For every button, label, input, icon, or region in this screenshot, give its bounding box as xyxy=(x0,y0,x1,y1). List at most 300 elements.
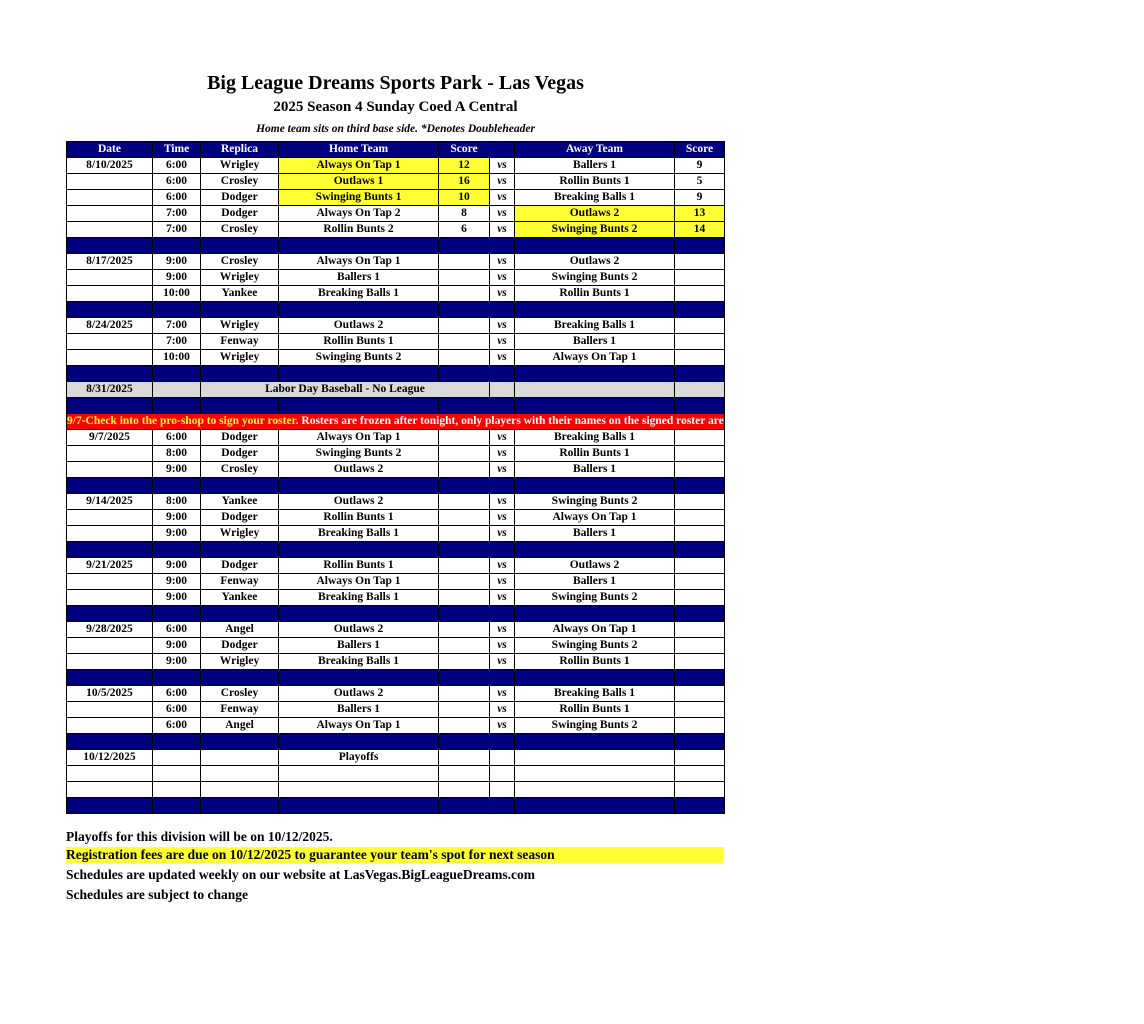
separator-cell xyxy=(153,302,201,318)
separator-cell xyxy=(201,366,279,382)
away-team: Always On Tap 1 xyxy=(515,350,675,366)
game-row xyxy=(67,446,725,462)
empty-cell xyxy=(201,766,279,782)
game-row xyxy=(67,158,725,174)
away-score: 13 xyxy=(675,206,725,222)
separator-cell xyxy=(515,542,675,558)
playoffs-date: 10/12/2025 xyxy=(67,750,153,766)
footer-registration-note: Registration fees are due on 10/12/2025 to guarantee your team's spot for next season xyxy=(66,847,724,863)
game-time: 9:00 xyxy=(153,638,201,654)
game-date xyxy=(67,270,153,286)
page-title: Big League Dreams Sports Park - Las Vegas xyxy=(207,72,584,94)
home-score: 8 xyxy=(439,206,490,222)
game-date: 8/24/2025 xyxy=(67,318,153,334)
home-team: Rollin Bunts 1 xyxy=(279,558,439,574)
labor-day-vs xyxy=(490,382,515,398)
home-team: Rollin Bunts 1 xyxy=(279,510,439,526)
separator-cell xyxy=(279,478,439,494)
home-team: Always On Tap 1 xyxy=(279,574,439,590)
game-date xyxy=(67,446,153,462)
away-score xyxy=(675,510,725,526)
schedule-table xyxy=(66,141,1144,814)
game-row xyxy=(67,190,725,206)
separator-cell xyxy=(675,366,725,382)
home-score xyxy=(439,430,490,446)
home-team: Rollin Bunts 2 xyxy=(279,222,439,238)
empty-cell xyxy=(439,766,490,782)
away-team: Outlaws 2 xyxy=(515,558,675,574)
game-replica: Wrigley xyxy=(201,526,279,542)
game-date: 9/21/2025 xyxy=(67,558,153,574)
week-separator xyxy=(67,238,725,254)
away-team: Rollin Bunts 1 xyxy=(515,286,675,302)
playoffs-empty xyxy=(675,750,725,766)
table-header-row xyxy=(67,142,725,158)
away-team: Ballers 1 xyxy=(515,462,675,478)
empty-row xyxy=(67,766,725,782)
separator-cell xyxy=(515,398,675,414)
separator-cell xyxy=(67,670,153,686)
game-date xyxy=(67,286,153,302)
footer-website-note: Schedules are updated weekly on our website at LasVegas.BigLeagueDreams.com xyxy=(66,867,536,882)
separator-cell xyxy=(153,734,201,750)
home-team: Swinging Bunts 2 xyxy=(279,446,439,462)
game-replica: Dodger xyxy=(201,638,279,654)
separator-cell xyxy=(201,798,279,814)
col-away-team: Away Team xyxy=(515,142,675,158)
game-row xyxy=(67,574,725,590)
game-time: 6:00 xyxy=(153,718,201,734)
empty-cell xyxy=(67,766,153,782)
game-time: 7:00 xyxy=(153,222,201,238)
separator-cell xyxy=(279,542,439,558)
separator-cell xyxy=(67,734,153,750)
away-score xyxy=(675,318,725,334)
away-team: Breaking Balls 1 xyxy=(515,686,675,702)
game-replica: Crosley xyxy=(201,462,279,478)
home-team: Outlaws 2 xyxy=(279,494,439,510)
home-team: Outlaws 2 xyxy=(279,318,439,334)
game-replica: Angel xyxy=(201,718,279,734)
empty-cell xyxy=(67,782,153,798)
game-row xyxy=(67,270,725,286)
separator-cell xyxy=(490,478,515,494)
vs-label: vs xyxy=(490,286,515,302)
home-team: Swinging Bunts 2 xyxy=(279,350,439,366)
col-replica: Replica xyxy=(201,142,279,158)
separator-cell xyxy=(201,542,279,558)
separator-cell xyxy=(675,734,725,750)
home-score xyxy=(439,654,490,670)
home-score xyxy=(439,510,490,526)
separator-cell xyxy=(490,398,515,414)
schedule-body xyxy=(67,158,1144,814)
labor-day-date: 8/31/2025 xyxy=(67,382,153,398)
separator-cell xyxy=(439,366,490,382)
game-date xyxy=(67,350,153,366)
vs-label: vs xyxy=(490,446,515,462)
vs-label: vs xyxy=(490,206,515,222)
playoffs-empty xyxy=(490,750,515,766)
roster-notice-row xyxy=(67,414,725,430)
game-date xyxy=(67,702,153,718)
separator-cell xyxy=(279,302,439,318)
away-score xyxy=(675,526,725,542)
separator-cell xyxy=(439,302,490,318)
game-row xyxy=(67,286,725,302)
away-score xyxy=(675,286,725,302)
away-team: Rollin Bunts 1 xyxy=(515,654,675,670)
game-row xyxy=(67,334,725,350)
game-replica: Dodger xyxy=(201,510,279,526)
home-team: Always On Tap 1 xyxy=(279,718,439,734)
home-team: Always On Tap 2 xyxy=(279,206,439,222)
labor-day-row xyxy=(67,382,725,398)
separator-cell xyxy=(490,734,515,750)
game-time: 6:00 xyxy=(153,622,201,638)
separator-cell xyxy=(515,302,675,318)
separator-cell xyxy=(515,798,675,814)
vs-label: vs xyxy=(490,318,515,334)
col-time: Time xyxy=(153,142,201,158)
away-team: Rollin Bunts 1 xyxy=(515,174,675,190)
game-replica: Crosley xyxy=(201,254,279,270)
home-score xyxy=(439,638,490,654)
away-score xyxy=(675,702,725,718)
away-team: Swinging Bunts 2 xyxy=(515,638,675,654)
vs-label: vs xyxy=(490,334,515,350)
home-score xyxy=(439,286,490,302)
separator-cell xyxy=(439,798,490,814)
roster-notice-lead: 9/7-Check into the pro-shop to sign your roster. xyxy=(67,415,299,427)
empty-cell xyxy=(201,782,279,798)
home-team: Always On Tap 1 xyxy=(279,430,439,446)
separator-cell xyxy=(675,798,725,814)
playoffs-time xyxy=(153,750,201,766)
home-score xyxy=(439,254,490,270)
roster-notice xyxy=(67,414,1144,430)
game-time: 9:00 xyxy=(153,558,201,574)
game-date xyxy=(67,174,153,190)
vs-label: vs xyxy=(490,158,515,174)
game-time: 9:00 xyxy=(153,590,201,606)
game-row xyxy=(67,174,725,190)
week-separator xyxy=(67,542,725,558)
separator-cell xyxy=(153,798,201,814)
game-date xyxy=(67,574,153,590)
home-score xyxy=(439,270,490,286)
separator-cell xyxy=(515,478,675,494)
vs-label: vs xyxy=(490,222,515,238)
away-score xyxy=(675,638,725,654)
playoffs-label: Playoffs xyxy=(279,750,439,766)
away-team: Ballers 1 xyxy=(515,158,675,174)
game-date: 8/10/2025 xyxy=(67,158,153,174)
game-time: 9:00 xyxy=(153,254,201,270)
playoffs-empty xyxy=(515,750,675,766)
game-date xyxy=(67,222,153,238)
separator-cell xyxy=(439,542,490,558)
game-row xyxy=(67,206,725,222)
away-score xyxy=(675,622,725,638)
away-team: Rollin Bunts 1 xyxy=(515,702,675,718)
home-score xyxy=(439,318,490,334)
playoffs-row xyxy=(67,750,725,766)
empty-row xyxy=(67,782,725,798)
vs-label: vs xyxy=(490,254,515,270)
game-row xyxy=(67,558,725,574)
home-team: Outlaws 2 xyxy=(279,686,439,702)
vs-label: vs xyxy=(490,686,515,702)
game-time: 6:00 xyxy=(153,430,201,446)
game-row xyxy=(67,718,725,734)
vs-label: vs xyxy=(490,350,515,366)
game-row xyxy=(67,350,725,366)
empty-cell xyxy=(279,782,439,798)
game-replica: Dodger xyxy=(201,206,279,222)
home-score xyxy=(439,686,490,702)
away-team: Swinging Bunts 2 xyxy=(515,222,675,238)
away-team: Swinging Bunts 2 xyxy=(515,494,675,510)
home-team: Ballers 1 xyxy=(279,702,439,718)
home-score: 10 xyxy=(439,190,490,206)
vs-label: vs xyxy=(490,430,515,446)
home-score xyxy=(439,622,490,638)
home-team: Breaking Balls 1 xyxy=(279,286,439,302)
week-separator xyxy=(67,734,725,750)
empty-cell xyxy=(515,766,675,782)
home-team: Always On Tap 1 xyxy=(279,158,439,174)
separator-cell xyxy=(201,478,279,494)
separator-cell xyxy=(675,478,725,494)
game-row xyxy=(67,462,725,478)
week-separator xyxy=(67,302,725,318)
game-row xyxy=(67,318,725,334)
home-team: Breaking Balls 1 xyxy=(279,590,439,606)
game-time: 6:00 xyxy=(153,174,201,190)
game-date xyxy=(67,526,153,542)
game-date xyxy=(67,334,153,350)
home-score xyxy=(439,574,490,590)
game-time: 9:00 xyxy=(153,526,201,542)
home-score: 6 xyxy=(439,222,490,238)
home-team: Always On Tap 1 xyxy=(279,254,439,270)
separator-cell xyxy=(675,398,725,414)
game-row xyxy=(67,686,725,702)
week-separator xyxy=(67,398,725,414)
home-team: Outlaws 1 xyxy=(279,174,439,190)
empty-cell xyxy=(153,766,201,782)
separator-cell xyxy=(153,398,201,414)
separator-cell xyxy=(675,542,725,558)
away-team: Swinging Bunts 2 xyxy=(515,590,675,606)
separator-cell xyxy=(279,606,439,622)
game-replica: Dodger xyxy=(201,558,279,574)
separator-cell xyxy=(67,478,153,494)
game-time: 6:00 xyxy=(153,158,201,174)
vs-label: vs xyxy=(490,462,515,478)
separator-cell xyxy=(201,398,279,414)
separator-cell xyxy=(675,670,725,686)
vs-label: vs xyxy=(490,190,515,206)
game-date: 9/7/2025 xyxy=(67,430,153,446)
game-date xyxy=(67,206,153,222)
away-team: Rollin Bunts 1 xyxy=(515,446,675,462)
vs-label: vs xyxy=(490,702,515,718)
footer-playoffs-note: Playoffs for this division will be on 10/12/2025. xyxy=(66,829,333,844)
home-score: 16 xyxy=(439,174,490,190)
away-team: Swinging Bunts 2 xyxy=(515,270,675,286)
home-score xyxy=(439,590,490,606)
vs-label: vs xyxy=(490,638,515,654)
empty-cell xyxy=(439,782,490,798)
separator-cell xyxy=(515,734,675,750)
separator-cell xyxy=(675,606,725,622)
separator-cell xyxy=(490,302,515,318)
week-separator xyxy=(67,798,725,814)
col-away-score: Score xyxy=(675,142,725,158)
away-team: Swinging Bunts 2 xyxy=(515,718,675,734)
game-replica: Yankee xyxy=(201,494,279,510)
vs-label: vs xyxy=(490,654,515,670)
separator-cell xyxy=(153,670,201,686)
home-score xyxy=(439,334,490,350)
away-team: Outlaws 2 xyxy=(515,206,675,222)
empty-cell xyxy=(153,782,201,798)
page-subtitle: 2025 Season 4 Sunday Coed A Central xyxy=(273,99,518,115)
separator-cell xyxy=(67,798,153,814)
game-time: 6:00 xyxy=(153,702,201,718)
home-score xyxy=(439,718,490,734)
game-time: 8:00 xyxy=(153,446,201,462)
game-replica: Dodger xyxy=(201,190,279,206)
game-row xyxy=(67,222,725,238)
separator-cell xyxy=(675,302,725,318)
home-team: Outlaws 2 xyxy=(279,622,439,638)
game-time: 10:00 xyxy=(153,350,201,366)
separator-cell xyxy=(515,238,675,254)
separator-cell xyxy=(201,670,279,686)
separator-cell xyxy=(439,734,490,750)
away-team: Ballers 1 xyxy=(515,526,675,542)
separator-cell xyxy=(67,398,153,414)
game-row xyxy=(67,510,725,526)
separator-cell xyxy=(201,302,279,318)
away-score: 9 xyxy=(675,190,725,206)
home-score xyxy=(439,462,490,478)
labor-day-text: Labor Day Baseball - No League xyxy=(201,382,490,398)
game-time: 9:00 xyxy=(153,270,201,286)
empty-cell xyxy=(675,782,725,798)
separator-cell xyxy=(153,606,201,622)
game-date xyxy=(67,718,153,734)
vs-label: vs xyxy=(490,270,515,286)
empty-cell xyxy=(515,782,675,798)
game-replica: Dodger xyxy=(201,430,279,446)
away-score xyxy=(675,254,725,270)
away-team: Outlaws 2 xyxy=(515,254,675,270)
labor-day-score xyxy=(675,382,725,398)
separator-cell xyxy=(153,478,201,494)
home-score xyxy=(439,494,490,510)
col-home-team: Home Team xyxy=(279,142,439,158)
game-time: 7:00 xyxy=(153,206,201,222)
away-team: Ballers 1 xyxy=(515,574,675,590)
labor-day-away xyxy=(515,382,675,398)
away-score xyxy=(675,462,725,478)
separator-cell xyxy=(201,238,279,254)
game-time: 9:00 xyxy=(153,510,201,526)
home-team: Ballers 1 xyxy=(279,638,439,654)
game-replica: Crosley xyxy=(201,174,279,190)
game-time: 9:00 xyxy=(153,574,201,590)
game-replica: Wrigley xyxy=(201,318,279,334)
playoffs-empty xyxy=(439,750,490,766)
away-score xyxy=(675,686,725,702)
empty-cell xyxy=(490,766,515,782)
home-score xyxy=(439,558,490,574)
away-score xyxy=(675,446,725,462)
separator-cell xyxy=(439,670,490,686)
separator-cell xyxy=(153,366,201,382)
separator-cell xyxy=(201,734,279,750)
game-replica: Yankee xyxy=(201,286,279,302)
vs-label: vs xyxy=(490,526,515,542)
separator-cell xyxy=(67,366,153,382)
game-replica: Fenway xyxy=(201,574,279,590)
away-score xyxy=(675,334,725,350)
empty-cell xyxy=(490,782,515,798)
game-replica: Wrigley xyxy=(201,350,279,366)
vs-label: vs xyxy=(490,574,515,590)
footer-disclaimer: Schedules are subject to change xyxy=(66,887,248,902)
separator-cell xyxy=(439,606,490,622)
separator-cell xyxy=(279,670,439,686)
away-score: 9 xyxy=(675,158,725,174)
game-replica: Wrigley xyxy=(201,158,279,174)
vs-label: vs xyxy=(490,590,515,606)
game-replica: Angel xyxy=(201,622,279,638)
vs-label: vs xyxy=(490,622,515,638)
game-date xyxy=(67,190,153,206)
separator-cell xyxy=(439,398,490,414)
away-team: Always On Tap 1 xyxy=(515,510,675,526)
game-replica: Wrigley xyxy=(201,654,279,670)
separator-cell xyxy=(490,366,515,382)
game-row xyxy=(67,638,725,654)
separator-cell xyxy=(201,606,279,622)
playoffs-replica xyxy=(201,750,279,766)
separator-cell xyxy=(153,542,201,558)
away-team: Always On Tap 1 xyxy=(515,622,675,638)
home-team: Ballers 1 xyxy=(279,270,439,286)
vs-label: vs xyxy=(490,494,515,510)
vs-label: vs xyxy=(490,174,515,190)
home-score xyxy=(439,702,490,718)
game-row xyxy=(67,622,725,638)
col-vs xyxy=(490,142,515,158)
home-score xyxy=(439,526,490,542)
separator-cell xyxy=(439,478,490,494)
game-date xyxy=(67,654,153,670)
away-score xyxy=(675,574,725,590)
game-time: 8:00 xyxy=(153,494,201,510)
separator-cell xyxy=(490,238,515,254)
away-team: Breaking Balls 1 xyxy=(515,430,675,446)
game-time: 9:00 xyxy=(153,462,201,478)
home-score xyxy=(439,350,490,366)
separator-cell xyxy=(67,606,153,622)
